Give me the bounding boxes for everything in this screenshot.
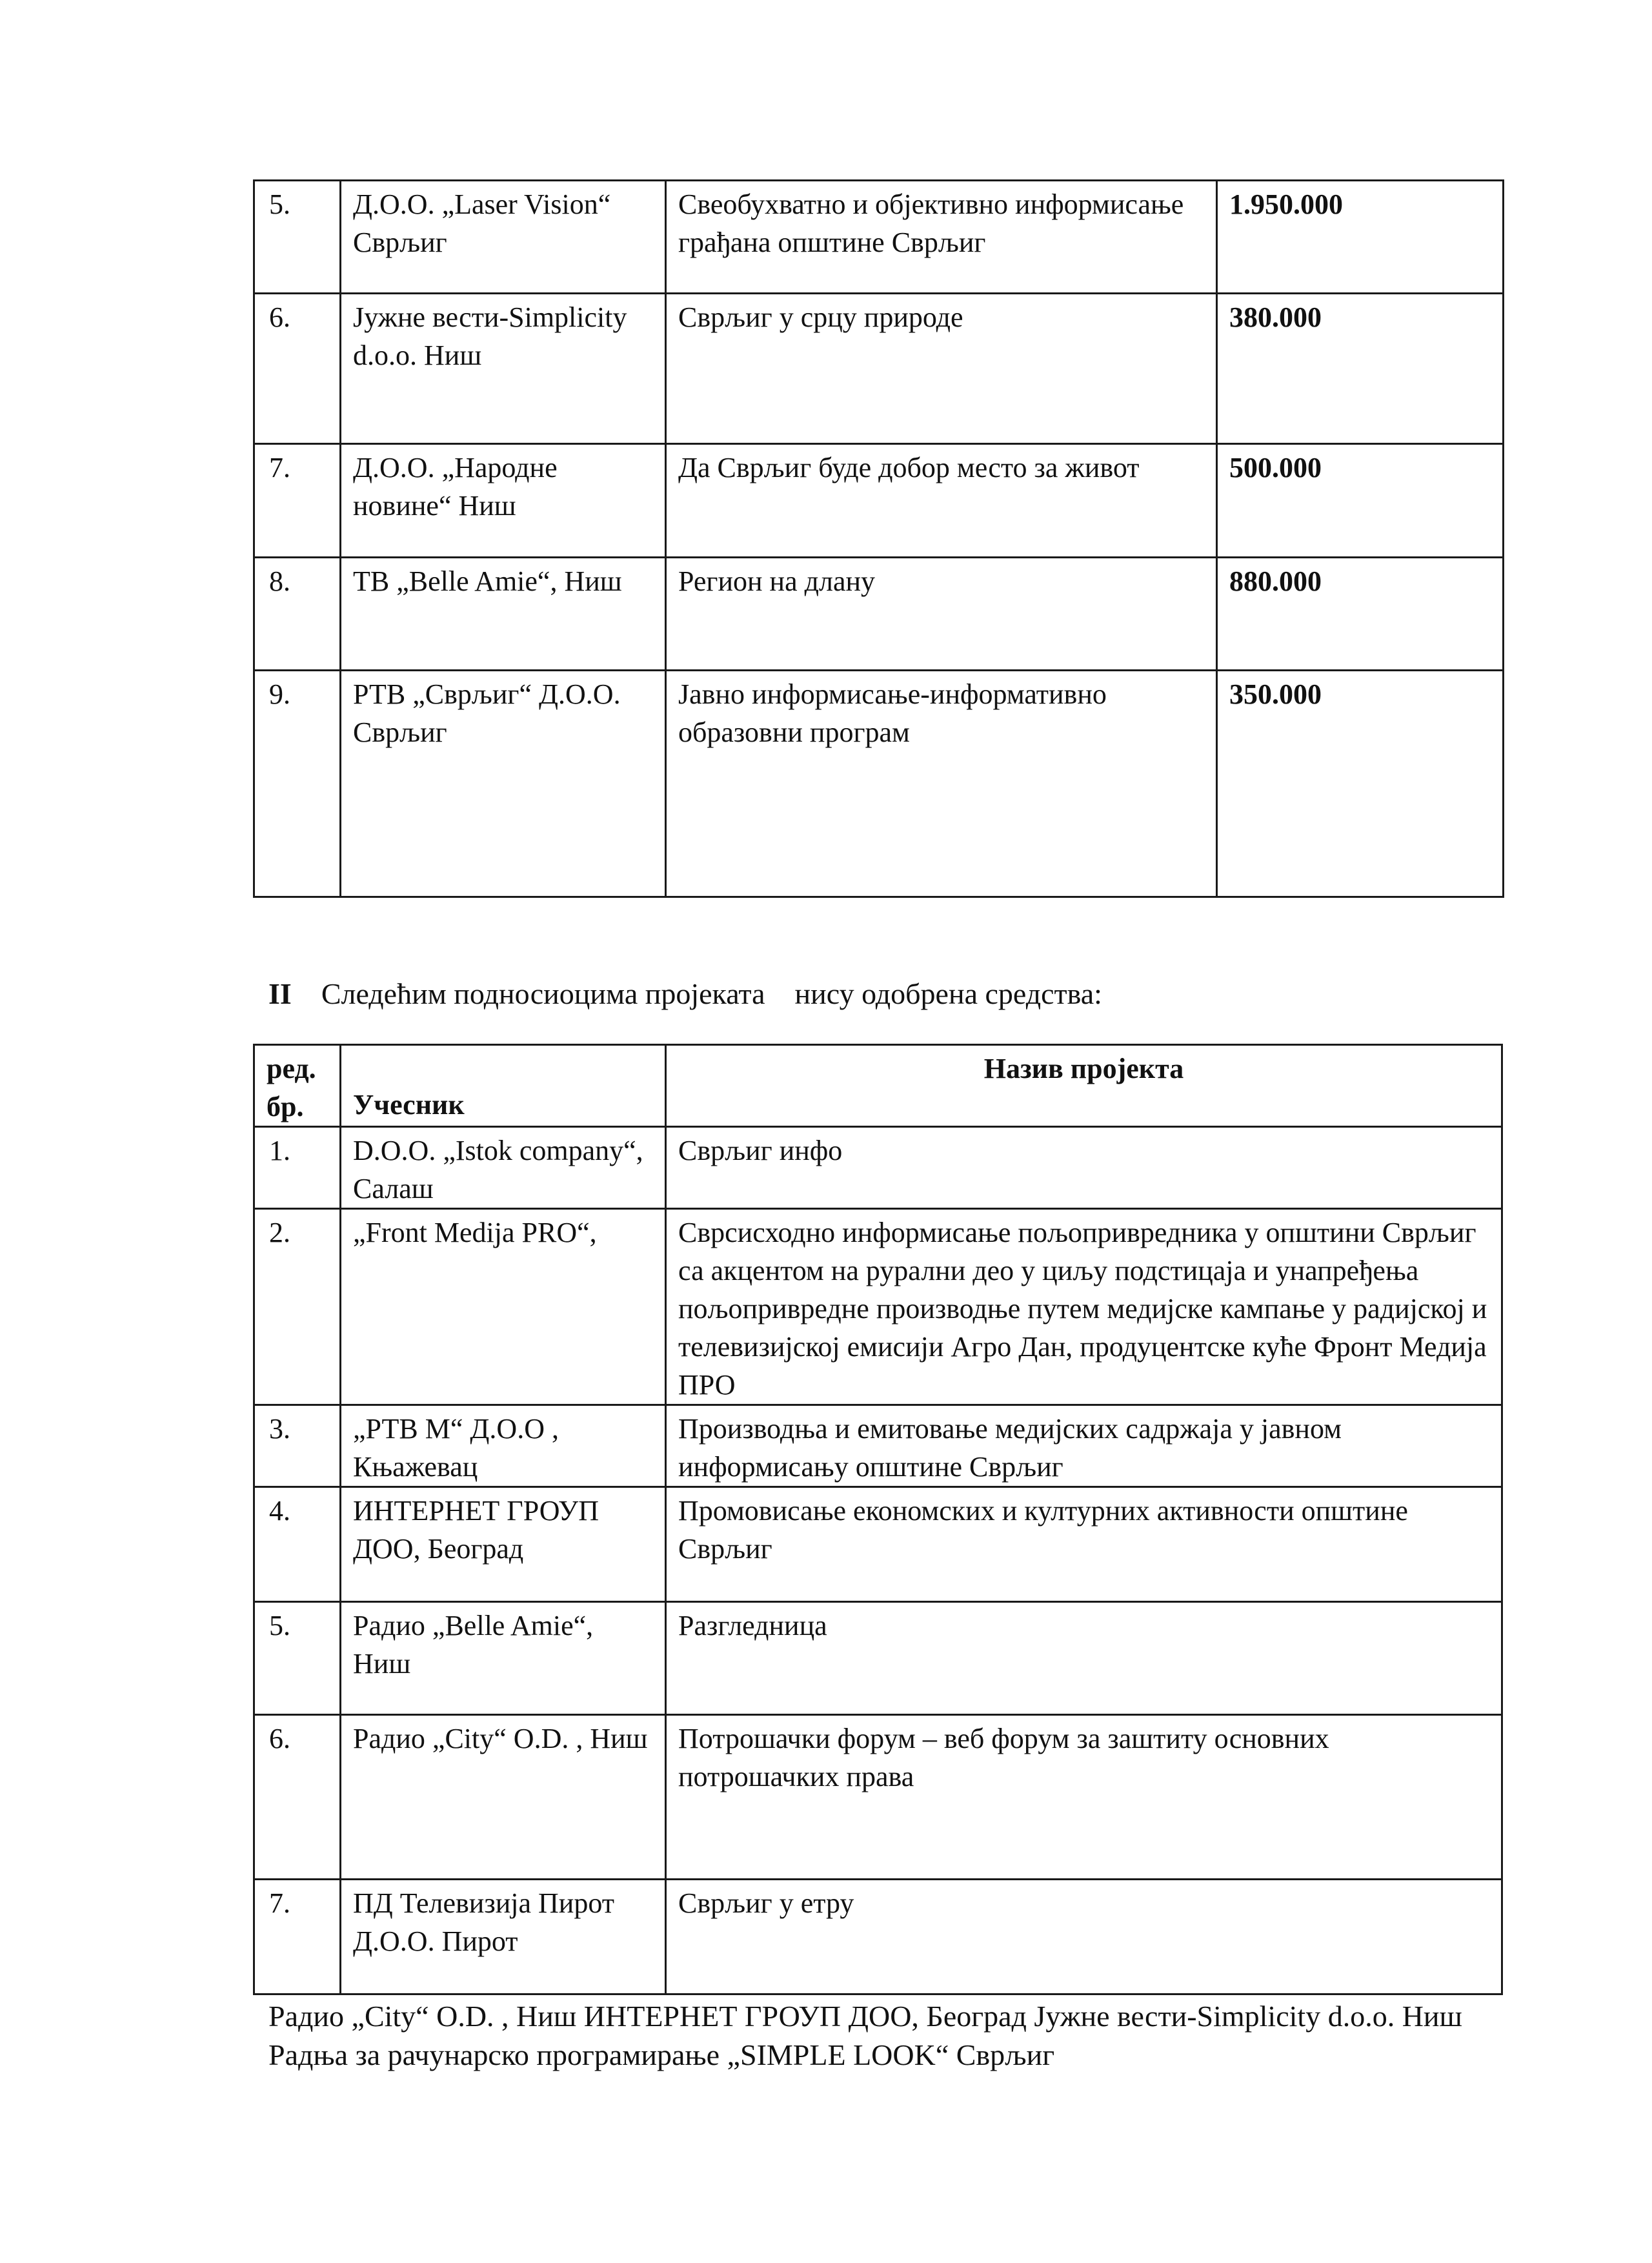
row-number: 9.	[254, 671, 341, 897]
project-cell: Разгледница	[666, 1602, 1502, 1715]
amount-cell: 350.000	[1217, 671, 1504, 897]
row-number: 6.	[254, 294, 341, 444]
table-row	[254, 1405, 1502, 1487]
header-number	[254, 1045, 341, 1127]
participant-cell: Д.О.О. „Народне новине“ Ниш	[341, 444, 666, 558]
participant-cell: ИНТЕРНЕТ ГРОУП ДОО, Београд	[341, 1487, 666, 1602]
rejected-projects-table	[253, 1044, 1503, 1995]
row-number: 5.	[254, 1602, 341, 1715]
participant-cell: РТВ „Сврљиг“ Д.О.О. Сврљиг	[341, 671, 666, 897]
row-number: 2.	[254, 1209, 341, 1405]
project-cell: Сврљиг инфо	[666, 1127, 1502, 1209]
section-title: Следећим подносиоцима пројеката нису одобрена средства:	[321, 977, 1102, 1010]
project-cell: Регион на длану	[666, 558, 1217, 671]
amount-cell: 880.000	[1217, 558, 1504, 671]
project-cell: Сврљиг у етру	[666, 1880, 1502, 1994]
table-row	[254, 444, 1504, 558]
project-cell: Промовисање економских и културних активности општине Сврљиг	[666, 1487, 1502, 1602]
participant-cell: Радио „Belle Amie“, Ниш	[341, 1602, 666, 1715]
row-number: 5.	[254, 181, 341, 294]
table-row	[254, 181, 1504, 294]
project-cell: Да Сврљиг буде добор место за живот	[666, 444, 1217, 558]
section-heading	[268, 977, 1102, 1011]
amount-cell: 500.000	[1217, 444, 1504, 558]
header-number-line1: ред.	[267, 1053, 316, 1084]
header-number-line2: бр.	[267, 1091, 304, 1122]
row-number: 1.	[254, 1127, 341, 1209]
amount-cell: 1.950.000	[1217, 181, 1504, 294]
row-number: 8.	[254, 558, 341, 671]
table-row	[254, 1487, 1502, 1602]
project-cell: Сврсисходно информисање пољопривредника у општини Сврљиг са акцентом на рурални део у циљу подстицаја и унапређења пољопривредне производње путем медијске кампање у радијској и телевизијској емисији Агро Дан, продуцентске куће Фронт Медија ПРО	[666, 1209, 1502, 1405]
row-number: 7.	[254, 1880, 341, 1994]
table-row	[254, 1880, 1502, 1994]
participant-cell: D.O.O. „Istok company“, Салаш	[341, 1127, 666, 1209]
row-number: 7.	[254, 444, 341, 558]
participant-cell: Радио „City“ O.D. , Ниш	[341, 1715, 666, 1880]
participant-cell: Д.О.О. „Laser Vision“ Сврљиг	[341, 181, 666, 294]
table-row	[254, 1127, 1502, 1209]
row-number: 3.	[254, 1405, 341, 1487]
project-cell: Јавно информисање-информативно образовни програм	[666, 671, 1217, 897]
participant-cell: Јужне вести-Simplicity d.o.o. Ниш	[341, 294, 666, 444]
footer-paragraph: Радио „City“ O.D. , Ниш ИНТЕРНЕТ ГРОУП ДОО, Београд Јужне вести-Simplicity d.o.o. Ниш Радња за рачунарско програмирање „SIMPLE LOOK“ Сврљиг	[268, 2000, 1462, 2071]
project-cell: Потрошачки форум – веб форум за заштиту основних потрошачких права	[666, 1715, 1502, 1880]
participant-cell: ТВ „Belle Amie“, Ниш	[341, 558, 666, 671]
participant-cell: „РТВ М“ Д.О.О , Књажевац	[341, 1405, 666, 1487]
table-header-row	[254, 1045, 1502, 1127]
table-row	[254, 558, 1504, 671]
table-row	[254, 1209, 1502, 1405]
header-project: Назив пројекта	[666, 1045, 1502, 1127]
participant-cell: „Front Medija PRO“,	[341, 1209, 666, 1405]
project-cell: Свеобухватно и објективно информисање грађана општине Сврљиг	[666, 181, 1217, 294]
participant-cell: ПД Телевизија Пирот Д.О.О. Пирот	[341, 1880, 666, 1994]
row-number: 6.	[254, 1715, 341, 1880]
project-cell: Сврљиг у срцу природе	[666, 294, 1217, 444]
table-row	[254, 1715, 1502, 1880]
table-row	[254, 294, 1504, 444]
project-cell: Производња и емитовање медијских садржаја у јавном информисању општине Сврљиг	[666, 1405, 1502, 1487]
amount-cell: 380.000	[1217, 294, 1504, 444]
table-row	[254, 671, 1504, 897]
approved-projects-table	[253, 179, 1504, 898]
table-row	[254, 1602, 1502, 1715]
section-number: II	[268, 977, 292, 1010]
header-participant: Учесник	[341, 1045, 666, 1127]
row-number: 4.	[254, 1487, 341, 1602]
